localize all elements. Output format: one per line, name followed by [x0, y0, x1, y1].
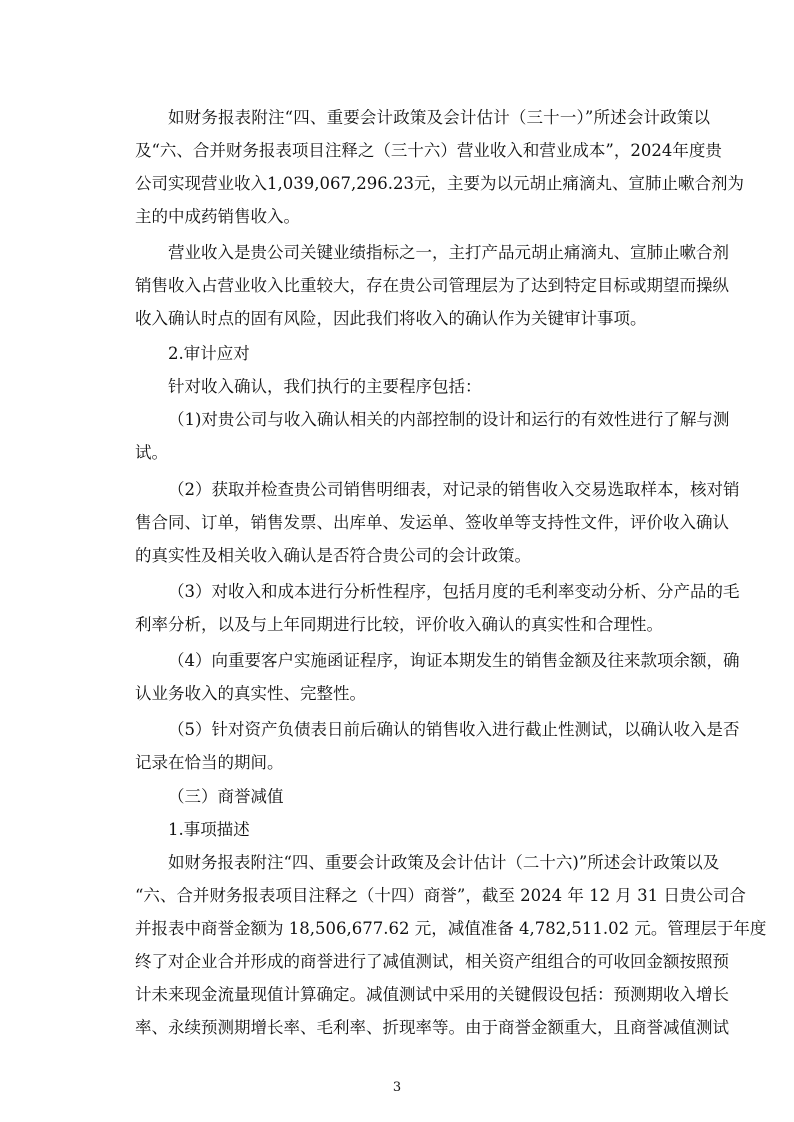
paragraph-line: 终了对企业合并形成的商誉进行了减值测试，相关资产组组合的可收回金额按照预 [135, 952, 729, 971]
paragraph-line: 率、永续预测期增长率、毛利率、折现率等。由于商誉金额重大，且商誉减值测试 [135, 1018, 729, 1037]
paragraph-line: 记录在恰当的期间。 [135, 753, 284, 772]
section-heading: 2.审计应对 [168, 344, 250, 363]
paragraph-line: 的真实性及相关收入确认是否符合贵公司的会计政策。 [135, 546, 531, 565]
paragraph-line: 如财务报表附注“四、重要会计政策及会计估计（二十六)”所述会计政策以及 [168, 853, 720, 872]
paragraph-line: 主的中成药销售收入。 [135, 207, 300, 226]
paragraph-line: 如财务报表附注“四、重要会计政策及会计估计（三十一）”所述会计政策以 [168, 108, 710, 127]
paragraph-line: 公司实现营业收入1,039,067,296.23元，主要为以元胡止痛滴丸、宣肺止嗽合剂为 [135, 174, 744, 193]
paragraph-line: 针对收入确认，我们执行的主要程序包括： [168, 377, 482, 396]
paragraph-line: （3）对收入和成本进行分析性程序，包括月度的毛利率变动分析、分产品的毛 [168, 582, 740, 601]
paragraph-line: 认业务收入的真实性、完整性。 [135, 684, 366, 703]
paragraph-line: 计未来现金流量现值计算确定。减值测试中采用的关键假设包括：预测期收入增长 [135, 985, 729, 1004]
paragraph-line: 销售收入占营业收入比重较大，存在贵公司管理层为了达到特定目标或期望而操纵 [135, 276, 729, 295]
paragraph-line: “六、合并财务报表项目注释之（十四）商誉”，截至 2024 年 12 月 31 日贵公司合 [135, 886, 746, 905]
paragraph-line: 营业收入是贵公司关键业绩指标之一，主打产品元胡止痛滴丸、宣肺止嗽合剂 [168, 243, 729, 262]
paragraph-line: 并报表中商誉金额为 18,506,677.62 元，减值准备 4,782,511.02 元。管理层于年度 [135, 919, 767, 938]
paragraph-line: （2）获取并检查贵公司销售明细表，对记录的销售收入交易选取样本，核对销 [168, 480, 740, 499]
paragraph-line: （1)对贵公司与收入确认相关的内部控制的设计和运行的有效性进行了解与测 [168, 410, 730, 429]
page-number: 3 [392, 1080, 402, 1095]
paragraph-line: （4）向重要客户实施函证程序，询证本期发生的销售金额及往来款项余额，确 [168, 651, 740, 670]
paragraph-line: 利率分析，以及与上年同期进行比较，评价收入确认的真实性和合理性。 [135, 615, 663, 634]
paragraph-line: 试。 [135, 443, 168, 462]
section-heading: （三）商誉减值 [168, 787, 284, 806]
paragraph-line: （5）针对资产负债表日前后确认的销售收入进行截止性测试，以确认收入是否 [168, 720, 740, 739]
paragraph-line: 及“六、合并财务报表项目注释之（三十六）营业收入和营业成本”，2024年度贵 [135, 141, 722, 160]
paragraph-line: 收入确认时点的固有风险，因此我们将收入的确认作为关键审计事项。 [135, 309, 647, 328]
paragraph-line: 售合同、订单，销售发票、出库单、发运单、签收单等支持性文件，评价收入确认 [135, 513, 729, 532]
section-heading: 1.事项描述 [168, 820, 250, 839]
